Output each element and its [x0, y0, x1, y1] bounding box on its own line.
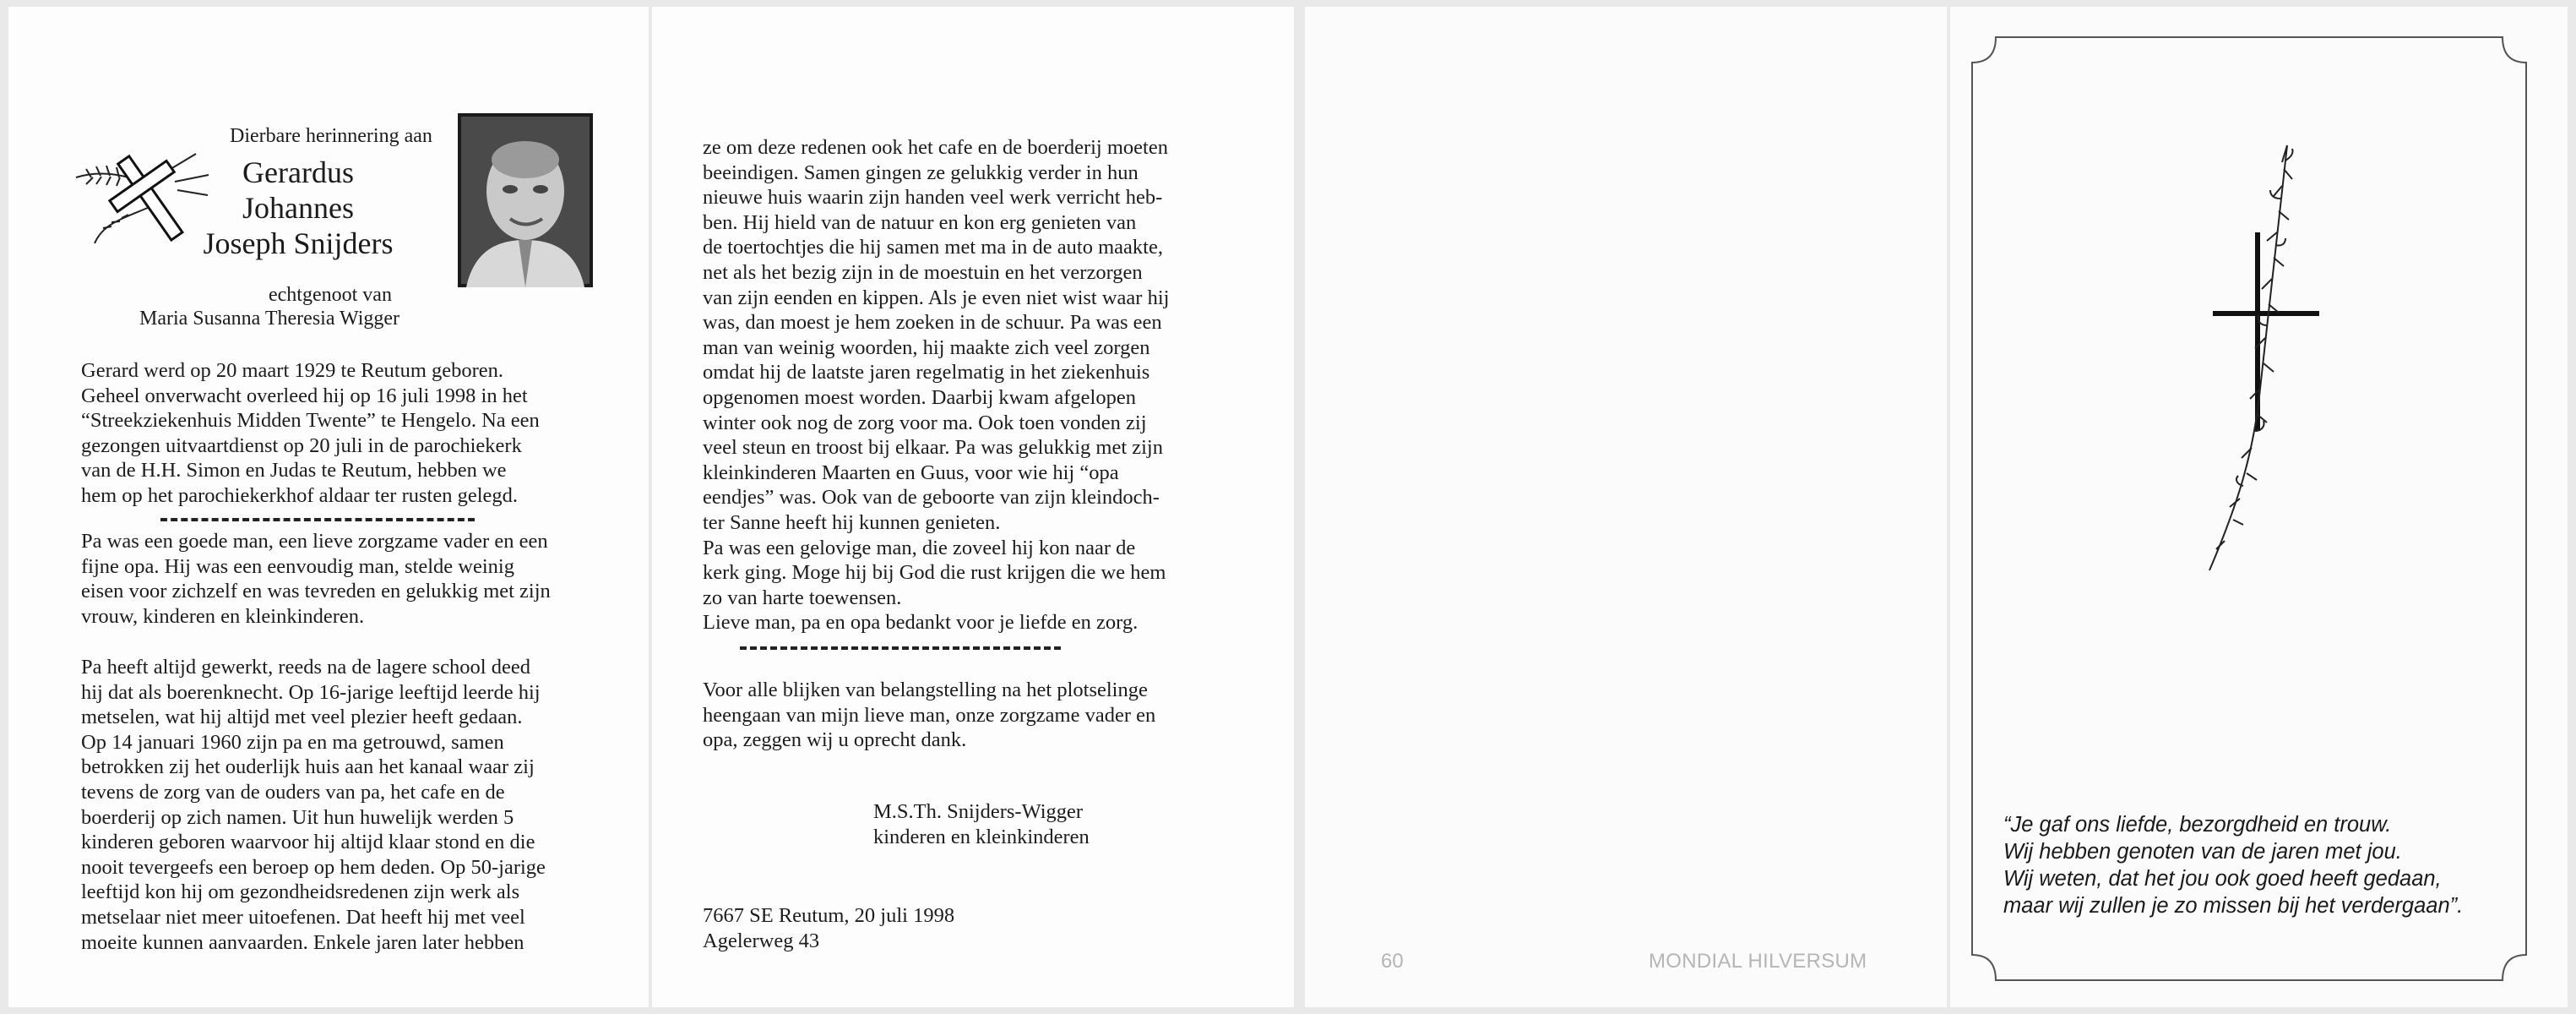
- text-line: hem op het parochiekerkhof aldaar ter rusten gelegd.: [81, 483, 519, 507]
- text-line: de toertochtjes die hij samen met ma in de auto maakte,: [703, 236, 1163, 259]
- text-line: heengaan van mijn lieve man, onze zorgzame vader en: [703, 703, 1156, 727]
- text-line: Lieve man, pa en opa bedankt voor je liefde en zorg.: [703, 611, 1139, 635]
- signer-name: M.S.Th. Snijders-Wigger: [873, 800, 1084, 823]
- card-back-panel: [1305, 7, 1947, 1007]
- dashed-divider: [740, 646, 1061, 653]
- text-line: hij dat als boerenknecht. Op 16-jarige leeftijd leerde hij: [81, 680, 541, 704]
- address-line-2: Agelerweg 43: [703, 929, 820, 952]
- text-line: beeindigen. Samen gingen ze gelukkig verder in hun: [703, 161, 1139, 184]
- poem-line: “Je gaf ons liefde, bezorgdheid en trouw.: [2003, 813, 2392, 837]
- signature-block: [873, 799, 1090, 849]
- text-line: ze om deze redenen ook het cafe en de boerderij moeten: [703, 136, 1168, 159]
- name-line-2: Johannes: [242, 191, 354, 225]
- text-line: Op 14 januari 1960 zijn pa en ma getrouwd, samen: [81, 730, 504, 754]
- right-page-content: [652, 7, 1294, 1007]
- text-line: opgenomen moest worden. Daarbij kwam afgelopen: [703, 385, 1136, 409]
- text-line: veel steun en troost bij elkaar. Pa was gelukkig met zijn: [703, 436, 1163, 460]
- text-line: boerderij op zich namen. Uit hun huwelijk werden 5: [81, 805, 514, 829]
- text-line: vrouw, kinderen en kleinkinderen.: [81, 604, 365, 628]
- text-line: Pa heeft altijd gewerkt, reeds na de lagere school deed: [81, 656, 530, 679]
- deceased-name: [187, 155, 409, 261]
- text-line: leeftijd kon hij om gezondheidsredenen zijn werk als: [81, 880, 520, 904]
- poem-line: maar wij zullen je zo missen bij het verdergaan”.: [2003, 894, 2464, 918]
- text-line: Voor alle blijken van belangstelling na het plotselinge: [703, 679, 1148, 701]
- text-line: kerk ging. Moge hij bij God die rust krijgen die we hem: [703, 561, 1166, 585]
- text-line: van zijn eenden en kippen. Als je even niet wist waar hij: [703, 286, 1170, 309]
- text-line: Pa was een goede man, een lieve zorgzame vader en een: [81, 530, 548, 553]
- text-line: kinderen geboren waarvoor hij altijd klaar stond en die: [81, 831, 535, 854]
- character-paragraph: [81, 529, 581, 629]
- text-line: fijne opa. Hij was een eenvoudig man, stelde weinig: [81, 554, 514, 578]
- text-line: Geheel onverwacht overleed hij op 16 juli 1998 in het: [81, 384, 528, 407]
- thanks-paragraph: [703, 678, 1247, 753]
- cross-with-palm-icon: [2160, 135, 2363, 583]
- signer-family: kinderen en kleinkinderen: [873, 825, 1090, 848]
- text-line: man van weinig woorden, hij maakte zich veel zorgen: [703, 335, 1150, 359]
- poem-line: Wij weten, dat het jou ook goed heeft gedaan,: [2003, 867, 2442, 891]
- text-line: Pa was een gelovige man, die zoveel hij kon naar de: [703, 536, 1136, 559]
- name-line-3: Joseph Snijders: [203, 226, 394, 260]
- header-intro: Dierbare herinnering aan: [230, 125, 432, 147]
- dashed-divider: [160, 518, 475, 525]
- name-line-1: Gerardus: [242, 155, 354, 189]
- text-line: ben. Hij hield van de natuur en kon erg genieten van: [703, 210, 1137, 234]
- spouse-name: Maria Susanna Theresia Wigger: [139, 308, 400, 330]
- portrait-photo: [458, 113, 593, 287]
- text-line: kleinkinderen Maarten en Guus, voor wie hij “opa: [703, 461, 1119, 484]
- text-line: omdat hij de laatste jaren regelmatig in het ziekenhuis: [703, 361, 1150, 384]
- text-line: ter Sanne heeft hij kunnen genieten.: [703, 510, 1001, 534]
- text-line: metselen, wat hij altijd met veel plezier heeft gedaan.: [81, 706, 523, 729]
- text-line: metselaar niet meer uitoefenen. Dat heeft hij met veel: [81, 905, 525, 929]
- text-line: was, dan moest je hem zoeken in de schuur. Pa was een: [703, 311, 1162, 335]
- address-block: [703, 903, 954, 953]
- text-line: opa, zeggen wij u oprecht dank.: [703, 728, 967, 752]
- text-line: nooit tevergeefs een beroep op hem deden. Op 50-jarige: [81, 855, 546, 879]
- continuation-paragraph: [703, 135, 1247, 635]
- text-line: zo van harte toewensen.: [703, 586, 902, 609]
- text-line: nieuwe huis waarin zijn handen veel werk verricht heb-: [703, 186, 1163, 210]
- text-line: net als het bezig zijn in de moestuin en het verzorgen: [703, 260, 1143, 284]
- text-line: Gerard werd op 20 maart 1929 te Reutum geboren.: [81, 359, 504, 382]
- text-line: tevens de zorg van de ouders van pa, het cafe en de: [81, 780, 505, 804]
- text-line: betrokken zij het ouderlijk huis aan het kanaal waar zij: [81, 755, 535, 779]
- biography-paragraph: [81, 358, 581, 509]
- spouse-label: echtgenoot van: [269, 284, 392, 306]
- text-line: gezongen uitvaartdienst op 20 juli in de parochiekerk: [81, 433, 522, 457]
- memorial-poem: [2003, 811, 2527, 919]
- page-number: 60: [1381, 950, 1404, 973]
- career-paragraph: [81, 655, 581, 955]
- text-line: van de H.H. Simon en Judas te Reutum, hebben we: [81, 459, 507, 482]
- poem-line: Wij hebben genoten van de jaren met jou.: [2003, 840, 2402, 864]
- text-line: “Streekziekenhuis Midden Twente” te Hengelo. Na een: [81, 409, 540, 433]
- text-line: winter ook nog de zorg voor ma. Ook toen vonden zij: [703, 411, 1147, 434]
- address-line-1: 7667 SE Reutum, 20 juli 1998: [703, 904, 955, 927]
- text-line: eendjes” was. Ook van de geboorte van zijn kleindoch-: [703, 486, 1160, 510]
- printer-name: MONDIAL HILVERSUM: [1649, 950, 1867, 973]
- text-line: eisen voor zichzelf en was tevreden en gelukkig met zijn: [81, 580, 551, 603]
- text-line: moeite kunnen aanvaarden. Enkele jaren later hebben: [81, 930, 524, 954]
